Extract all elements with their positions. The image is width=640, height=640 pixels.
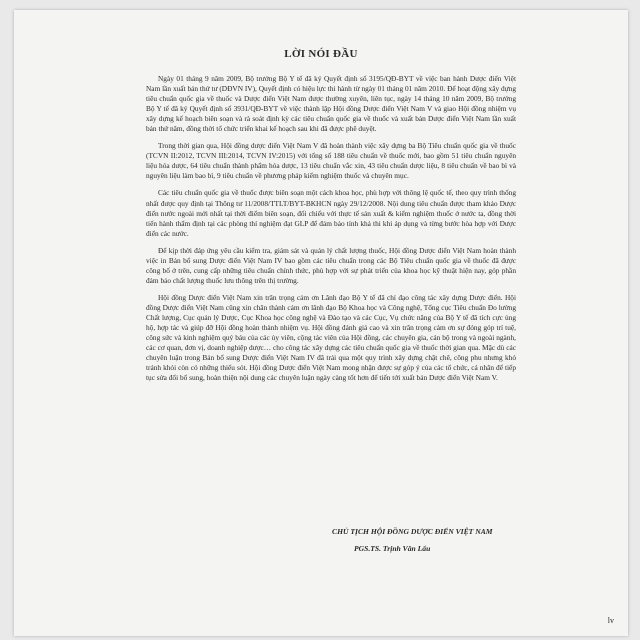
document-body (146, 74, 516, 390)
paragraph-5: Hội đồng Dược điển Việt Nam xin trân trọng cảm ơn Lãnh đạo Bộ Y tế đã chỉ đạo công tác xây dựng Dược điển. Hội đồng Dược điển Việt Nam cũng xin chân thành cảm ơn lãnh đạo Bộ Khoa học và Công nghệ, Tổng cục Tiêu chuẩn Đo lường Chất lượng, Cục quản lý Dược, Cục Khoa học công nghệ và Đào tạo và các Cục, Vụ chức năng của Bộ Y tế đã tích cực ủng hộ, hợp tác và giúp đỡ Hội đồng hoàn thành nhiệm vụ. Hội đồng đánh giá cao và xin trân trọng cảm ơn sự đóng góp trí tuệ, công sức và kinh nghiệm quý báu của các ủy viên, cộng tác viên của Hội đồng, các chuyên gia, cán bộ trong và ngoài ngành, các cơ quan, đơn vị, doanh nghiệp dược… cho công tác xây dựng các tiêu chuẩn quốc gia về thuốc thời gian qua. Mặc dù các chuyên luận trong Bản bổ sung Dược điển Việt Nam IV đã trải qua một quy trình xây dựng chặt chẽ, công phu nhưng khó tránh khỏi còn có những thiếu sót. Hội đồng Dược điển Việt Nam mong nhận được sự góp ý của các tổ chức, cá nhân để tiếp tục sửa đổi bổ sung, hoàn thiện nội dung các chuyên luận ngày càng tốt hơn để tiến tới xuất bản Dược điển Việt Nam V. (146, 292, 516, 383)
paragraph-3: Các tiêu chuẩn quốc gia về thuốc được biên soạn một cách khoa học, phù hợp với thông lệ quốc tế, theo quy trình thống nhất được quy định tại Thông tư 11/2008/TTLT/BYT-BKHCN ngày 29/12/2008. Nội dung tiêu chuẩn được tham khảo Dược điển nước ngoài mới nhất tại thời điểm biên soạn, đối chiếu với thực tế sản xuất & kiểm nghiệm thuốc ở nước ta, đồng thời tiến hành thẩm định tại các phòng thí nghiệm đạt GLP để đảm bảo tính khả thi khi áp dụng và từng bước hòa hợp với Dược điển các nước. (146, 188, 516, 238)
signature-position: CHỦ TỊCH HỘI ĐỒNG DƯỢC ĐIỂN VIỆT NAM (332, 527, 493, 536)
paragraph-2: Trong thời gian qua, Hội đồng dược điển Việt Nam V đã hoàn thành việc xây dựng ba Bộ Tiêu chuẩn quốc gia về thuốc (TCVN II:2012, TCVN III:2014, TCVN IV:2015) với tổng số 188 tiêu chuẩn về thuốc mới, bao gồm 51 tiêu chuẩn nguyên liệu hóa dược, 64 tiêu chuẩn thành phẩm hóa dược, 13 tiêu chuẩn vắc xin, 43 tiêu chuẩn dược liệu, 8 tiêu chuẩn về bao bì và nguyên liệu làm bao bì, 9 tiêu chuẩn về phương pháp kiểm nghiệm thuốc và chuyên mục. (146, 141, 516, 181)
paragraph-1: Ngày 01 tháng 9 năm 2009, Bộ trưởng Bộ Y tế đã ký Quyết định số 3195/QĐ-BYT về việc ban hành Dược điển Việt Nam lần xuất bản thứ tư (DĐVN IV), Quyết định có hiệu lực thi hành từ ngày 01 tháng 01 năm 2010. Để hoạt động xây dựng tiêu chuẩn quốc gia về thuốc và Dược điển Việt Nam được thường xuyên, liên tục, ngày 14 tháng 10 năm 2009, Bộ trưởng Bộ Y tế đã ký Quyết định số 3931/QĐ-BYT về việc thành lập Hội đồng Dược điển Việt Nam V và giao Hội đồng nhiệm vụ xây dựng kế hoạch biên soạn và rà soát định kỳ các tiêu chuẩn quốc gia về thuốc và xuất bản Dược điển Việt Nam lần xuất bản thứ năm, đồng thời tổ chức triển khai kế hoạch sau khi đã được phê duyệt. (146, 74, 516, 134)
page-title: LỜI NÓI ĐẦU (284, 48, 358, 60)
signature-name: PGS.TS. Trịnh Văn Lẩu (354, 544, 431, 553)
page-number: lv (607, 616, 614, 625)
paragraph-4: Để kịp thời đáp ứng yêu cầu kiểm tra, giám sát và quản lý chất lượng thuốc, Hội đồng Dược điển Việt Nam hoàn thành việc in Bản bổ sung Dược điển Việt Nam IV bao gồm các tiêu chuẩn trong các Bộ Tiêu chuẩn quốc gia về thuốc đã được công bố ở trên, cung cấp những tiêu chuẩn chính thức, phù hợp với sự phát triển của khoa học kỹ thuật hiện nay, góp phần đảm bảo chất lượng thuốc lưu thông trên thị trường. (146, 245, 516, 285)
document-page (14, 10, 628, 636)
